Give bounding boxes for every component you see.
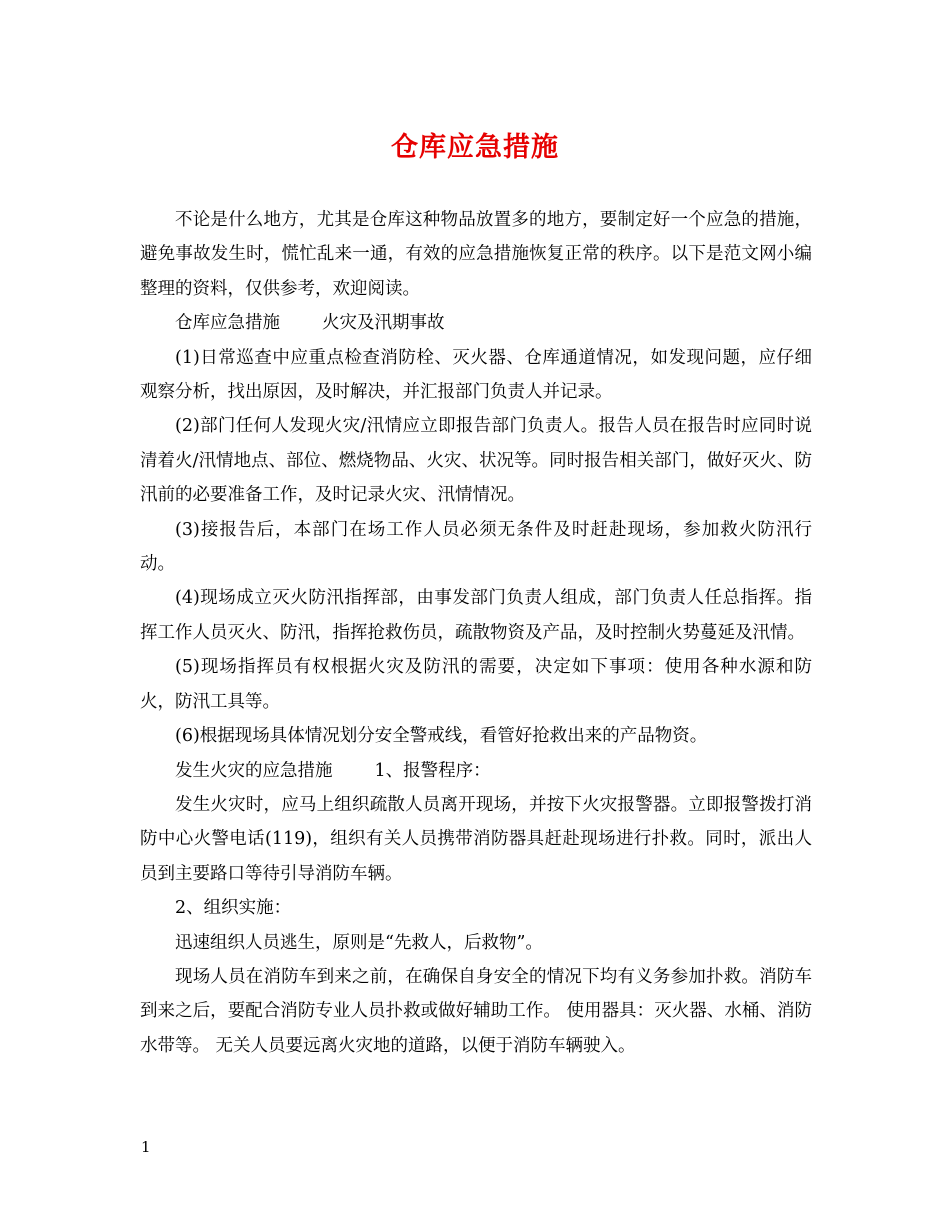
onsite-rescue-paragraph: 现场人员在消防车到来之前，在确保自身安全的情况下均有义务参加扑救。消防车到来之后，要配合消防专业人员扑救或做好辅助工作。 使用器具：灭火器、水桶、消防水带等。 无关人员要远离火灾地的道路，以便于消防车辆驶入。 xyxy=(140,966,812,1056)
escape-principle-paragraph: 迅速组织人员逃生，原则是“先救人，后救物”。 xyxy=(175,932,543,953)
organize-heading: 2、组织实施： xyxy=(175,898,292,919)
item-paragraph-4: (4)现场成立灭火防汛指挥部，由事发部门负责人组成，部门负责人任总指挥。指挥工作人员灭火、防汛，指挥抢救伤员，疏散物资及产品，及时控制火势蔓延及汛情。 xyxy=(140,588,812,643)
document-body xyxy=(140,203,812,1063)
item-paragraph-6: (6)根据现场具体情况划分安全警戒线，看管好抢救出来的产品物资。 xyxy=(175,726,708,747)
intro-paragraph: 不论是什么地方，尤其是仓库这种物品放置多的地方，要制定好一个应急的措施，避免事故发生时，慌忙乱来一通，有效的应急措施恢复正常的秩序。以下是范文网小编整理的资料，仅供参考，欢迎阅读。 xyxy=(140,210,812,299)
section-heading-fire-emergency xyxy=(140,754,812,788)
section-heading-left: 仓库应急措施 xyxy=(175,313,280,334)
section-heading-fire-flood xyxy=(140,306,812,340)
page-number: 1 xyxy=(141,1138,151,1156)
section-heading-right: 1、报警程序： xyxy=(374,760,491,781)
section-heading-right: 火灾及汛期事故 xyxy=(322,313,445,334)
item-paragraph-1: (1)日常巡查中应重点检查消防栓、灭火器、仓库通道情况，如发现问题，应仔细观察分析，找出原因，及时解决，并汇报部门负责人并记录。 xyxy=(140,347,812,403)
section-heading-left: 发生火灾的应急措施 xyxy=(175,760,333,781)
document-title: 仓库应急措施 xyxy=(391,132,559,163)
item-paragraph-3: (3)接报告后，本部门在场工作人员必须无条件及时赶赴现场，参加救火防汛行动。 xyxy=(140,519,812,575)
item-paragraph-5: (5)现场指挥员有权根据火灾及防汛的需要，决定如下事项：使用各种水源和防火，防汛工具等。 xyxy=(140,657,812,712)
item-paragraph-2: (2)部门任何人发现火灾/汛情应立即报告部门负责人。报告人员在报告时应同时说清着火/汛情地点、部位、燃烧物品、火灾、状况等。同时报告相关部门，做好灭火、防汛前的必要准备工作，及时记录火灾、汛情情况。 xyxy=(140,416,812,506)
alarm-procedure-paragraph: 发生火灾时，应马上组织疏散人员离开现场，并按下火灾报警器。立即报警拨打消防中心火警电话(119)，组织有关人员携带消防器具赶赴现场进行扑救。同时，派出人员到主要路口等待引导消防车辆。 xyxy=(140,794,812,884)
